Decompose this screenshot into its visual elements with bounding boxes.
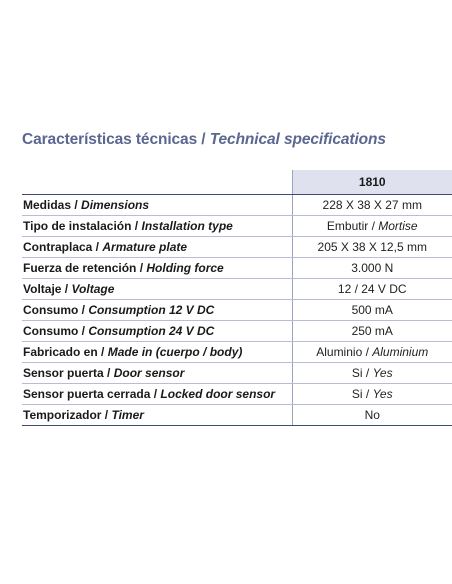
spec-label: [22, 321, 292, 342]
spec-value-en: Yes: [372, 387, 393, 401]
spec-value: [292, 363, 452, 384]
spec-label-en: Consumption 12 V DC: [88, 303, 215, 317]
spec-label-en: Armature plate: [102, 240, 188, 254]
spec-value-es: Aluminio /: [316, 345, 369, 359]
spec-value-en: Aluminium: [372, 345, 429, 359]
spec-value-es: Embutir /: [326, 219, 375, 233]
spec-label-es: Sensor puerta cerrada /: [23, 387, 158, 401]
title-spanish: Características técnicas /: [22, 131, 206, 148]
spec-label-es: Temporizador /: [23, 408, 109, 422]
table-header-row: [22, 170, 452, 195]
spec-value: [292, 300, 452, 321]
spec-value-es: 205 X 38 X 12,5 mm: [317, 240, 427, 254]
spec-label-es: Tipo de instalación /: [23, 219, 139, 233]
spec-label-es: Consumo /: [23, 324, 85, 338]
spec-label: [22, 363, 292, 384]
spec-value-en: Yes: [372, 366, 393, 380]
spec-label-en: Holding force: [146, 261, 224, 275]
spec-label-en: Consumption 24 V DC: [88, 324, 215, 338]
spec-value: [292, 258, 452, 279]
table-row: [22, 258, 452, 279]
spec-value-es: 250 mA: [351, 324, 393, 338]
spec-value-es: 12 / 24 V DC: [337, 282, 407, 296]
spec-value: [292, 405, 452, 426]
spec-label-en: Voltage: [71, 282, 115, 296]
model-header: 1810: [292, 170, 452, 195]
spec-table: [22, 170, 452, 426]
spec-value: [292, 279, 452, 300]
spec-label-en: Door sensor: [113, 366, 185, 380]
table-row: [22, 405, 452, 426]
spec-value-es: 228 X 38 X 27 mm: [322, 198, 422, 212]
spec-label: [22, 195, 292, 216]
spec-label-es: Fabricado en /: [23, 345, 105, 359]
spec-value: [292, 342, 452, 363]
spec-label-en: Locked door sensor: [160, 387, 276, 401]
spec-value-es: 3.000 N: [351, 261, 394, 275]
table-row: [22, 384, 452, 405]
table-row: [22, 300, 452, 321]
spec-rows: [22, 195, 452, 426]
table-row: [22, 363, 452, 384]
spec-label-es: Fuerza de retención /: [23, 261, 144, 275]
spec-label: [22, 237, 292, 258]
spec-label: [22, 384, 292, 405]
spec-label-es: Sensor puerta /: [23, 366, 111, 380]
spec-label: [22, 279, 292, 300]
spec-label: [22, 405, 292, 426]
spec-value: [292, 237, 452, 258]
table-row: [22, 342, 452, 363]
spec-label: [22, 342, 292, 363]
spec-label-en: Installation type: [141, 219, 233, 233]
spec-value: [292, 216, 452, 237]
title-english: Technical specifications: [209, 131, 386, 148]
spec-label: [22, 216, 292, 237]
spec-value-es: No: [364, 408, 380, 422]
spec-label-es: Medidas /: [23, 198, 78, 212]
spec-label: [22, 258, 292, 279]
spec-label-en: Dimensions: [81, 198, 150, 212]
spec-value: [292, 321, 452, 342]
table-row: [22, 279, 452, 300]
table-row: [22, 195, 452, 216]
header-blank-cell: [22, 170, 292, 195]
table-row: [22, 321, 452, 342]
spec-label: [22, 300, 292, 321]
spec-value: [292, 384, 452, 405]
page-title: [22, 131, 386, 149]
spec-value-es: Si /: [351, 387, 370, 401]
table-row: [22, 216, 452, 237]
spec-label-es: Contraplaca /: [23, 240, 100, 254]
spec-label-en: Timer: [111, 408, 144, 422]
spec-label-es: Consumo /: [23, 303, 85, 317]
table-row: [22, 237, 452, 258]
spec-label-en: Made in (cuerpo / body): [107, 345, 243, 359]
spec-value-es: Si /: [351, 366, 370, 380]
spec-label-es: Voltaje /: [23, 282, 69, 296]
spec-value-en: Mortise: [378, 219, 418, 233]
spec-value-es: 500 mA: [351, 303, 393, 317]
spec-value: [292, 195, 452, 216]
